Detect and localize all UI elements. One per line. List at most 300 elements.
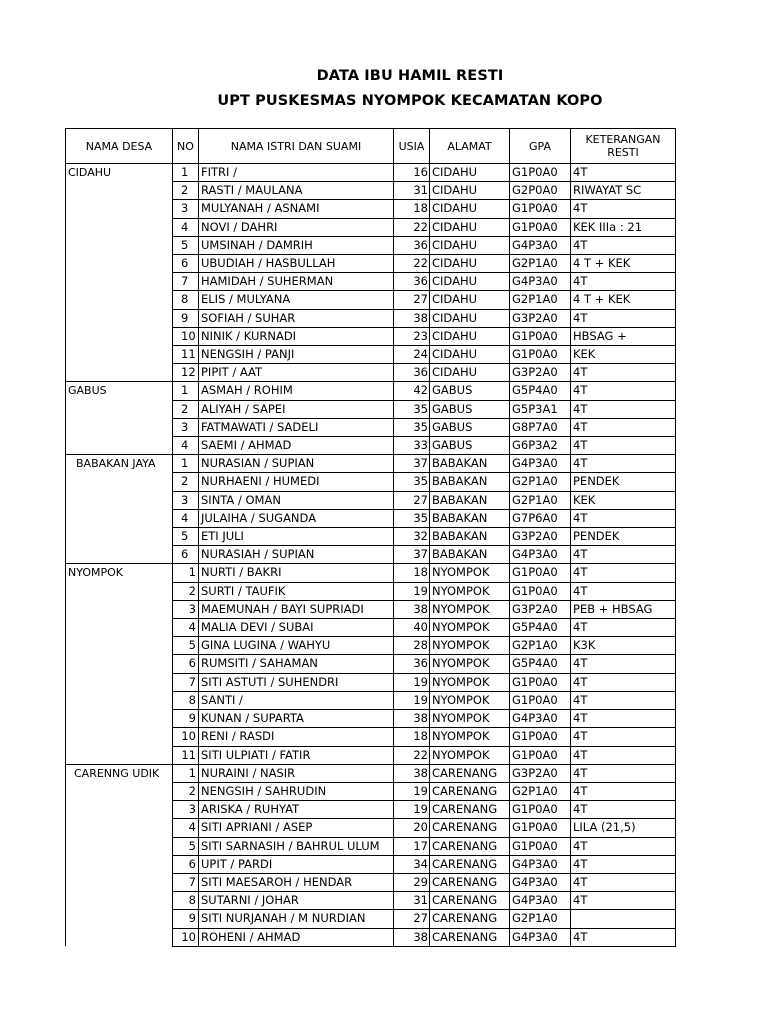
row-gpa-cell: G5P3A1	[510, 400, 571, 418]
row-gpa-cell: G4P3A0	[510, 892, 571, 910]
table-row	[66, 382, 676, 400]
table-row	[66, 600, 676, 618]
row-usia-cell: 18	[394, 564, 430, 582]
row-alamat-cell: GABUS	[430, 437, 510, 455]
row-no-cell: 10	[173, 728, 199, 746]
row-name-cell: NURTI / BAKRI	[199, 564, 394, 582]
row-alamat-cell: CARENANG	[430, 782, 510, 800]
row-name-cell: RUMSITI / SAHAMAN	[199, 655, 394, 673]
row-keterangan-cell: 4T	[571, 928, 676, 946]
row-keterangan-cell	[571, 910, 676, 928]
row-no-cell: 4	[173, 218, 199, 236]
table-row	[66, 928, 676, 946]
table-row	[66, 291, 676, 309]
row-no-cell: 5	[173, 637, 199, 655]
row-no-cell: 8	[173, 291, 199, 309]
row-name-cell: ROHENI / AHMAD	[199, 928, 394, 946]
desa-empty-cell	[66, 491, 173, 509]
row-gpa-cell: G1P0A0	[510, 164, 571, 182]
desa-empty-cell	[66, 309, 173, 327]
row-usia-cell: 38	[394, 928, 430, 946]
row-alamat-cell: CIDAHU	[430, 236, 510, 254]
header-nama-desa: NAMA DESA	[66, 129, 173, 164]
row-name-cell: RENI / RASDI	[199, 728, 394, 746]
row-alamat-cell: GABUS	[430, 418, 510, 436]
row-usia-cell: 19	[394, 801, 430, 819]
row-alamat-cell: CARENANG	[430, 819, 510, 837]
row-gpa-cell: G5P4A0	[510, 655, 571, 673]
row-keterangan-cell: 4T	[571, 364, 676, 382]
table-row	[66, 855, 676, 873]
row-gpa-cell: G5P4A0	[510, 382, 571, 400]
header-keterangan: KETERANGAN RESTI	[571, 129, 676, 164]
row-alamat-cell: CIDAHU	[430, 327, 510, 345]
row-gpa-cell: G1P0A0	[510, 728, 571, 746]
table-row	[66, 728, 676, 746]
row-alamat-cell: CARENANG	[430, 801, 510, 819]
table-row	[66, 528, 676, 546]
row-no-cell: 3	[173, 491, 199, 509]
desa-empty-cell	[66, 255, 173, 273]
row-no-cell: 1	[173, 764, 199, 782]
row-name-cell: SITI APRIANI / ASEP	[199, 819, 394, 837]
row-no-cell: 9	[173, 910, 199, 928]
table-row	[66, 255, 676, 273]
row-gpa-cell: G4P3A0	[510, 236, 571, 254]
row-keterangan-cell: 4T	[571, 746, 676, 764]
table-row	[66, 418, 676, 436]
desa-empty-cell	[66, 619, 173, 637]
row-no-cell: 6	[173, 655, 199, 673]
document-subtitle: UPT PUSKESMAS NYOMPOK KECAMATAN KOPO	[217, 93, 603, 109]
row-keterangan-cell: PENDEK	[571, 473, 676, 491]
table-row	[66, 746, 676, 764]
desa-empty-cell	[66, 327, 173, 345]
row-gpa-cell: G4P3A0	[510, 710, 571, 728]
row-alamat-cell: NYOMPOK	[430, 637, 510, 655]
row-no-cell: 12	[173, 364, 199, 382]
row-usia-cell: 22	[394, 746, 430, 764]
row-name-cell: NENGSIH / PANJI	[199, 346, 394, 364]
row-no-cell: 4	[173, 509, 199, 527]
row-alamat-cell: CARENANG	[430, 837, 510, 855]
row-alamat-cell: CARENANG	[430, 892, 510, 910]
row-usia-cell: 42	[394, 382, 430, 400]
table-row	[66, 837, 676, 855]
row-keterangan-cell: 4T	[571, 892, 676, 910]
row-no-cell: 2	[173, 473, 199, 491]
row-usia-cell: 27	[394, 291, 430, 309]
row-name-cell: SOFIAH / SUHAR	[199, 309, 394, 327]
row-no-cell: 11	[173, 346, 199, 364]
row-usia-cell: 35	[394, 509, 430, 527]
table-row	[66, 164, 676, 182]
row-keterangan-cell: PEB + HBSAG	[571, 600, 676, 618]
row-usia-cell: 35	[394, 473, 430, 491]
row-alamat-cell: GABUS	[430, 400, 510, 418]
table-row	[66, 273, 676, 291]
row-keterangan-cell: KEK	[571, 491, 676, 509]
row-alamat-cell: CIDAHU	[430, 182, 510, 200]
row-keterangan-cell: 4T	[571, 673, 676, 691]
row-keterangan-cell: 4T	[571, 546, 676, 564]
desa-empty-cell	[66, 509, 173, 527]
table-row	[66, 582, 676, 600]
row-name-cell: KUNAN / SUPARTA	[199, 710, 394, 728]
row-no-cell: 6	[173, 546, 199, 564]
row-alamat-cell: NYOMPOK	[430, 673, 510, 691]
row-usia-cell: 28	[394, 637, 430, 655]
row-usia-cell: 22	[394, 218, 430, 236]
row-gpa-cell: G4P3A0	[510, 855, 571, 873]
row-no-cell: 2	[173, 400, 199, 418]
table-row	[66, 764, 676, 782]
row-gpa-cell: G3P2A0	[510, 364, 571, 382]
row-alamat-cell: NYOMPOK	[430, 728, 510, 746]
table-row	[66, 364, 676, 382]
table-row	[66, 619, 676, 637]
row-keterangan-cell: 4T	[571, 710, 676, 728]
row-name-cell: ARISKA / RUHYAT	[199, 801, 394, 819]
row-no-cell: 1	[173, 564, 199, 582]
row-gpa-cell: G4P3A0	[510, 928, 571, 946]
row-usia-cell: 29	[394, 873, 430, 891]
row-gpa-cell: G2P1A0	[510, 637, 571, 655]
table-row	[66, 182, 676, 200]
row-gpa-cell: G2P1A0	[510, 782, 571, 800]
row-keterangan-cell: 4T	[571, 200, 676, 218]
row-usia-cell: 16	[394, 164, 430, 182]
row-gpa-cell: G4P3A0	[510, 546, 571, 564]
row-usia-cell: 17	[394, 837, 430, 855]
row-usia-cell: 18	[394, 728, 430, 746]
row-name-cell: SITI SARNASIH / BAHRUL ULUM	[199, 837, 394, 855]
desa-empty-cell	[66, 691, 173, 709]
row-name-cell: UBUDIAH / HASBULLAH	[199, 255, 394, 273]
row-alamat-cell: CIDAHU	[430, 200, 510, 218]
table-row	[66, 673, 676, 691]
row-no-cell: 2	[173, 182, 199, 200]
row-usia-cell: 19	[394, 673, 430, 691]
row-keterangan-cell: 4T	[571, 236, 676, 254]
row-usia-cell: 40	[394, 619, 430, 637]
row-alamat-cell: CIDAHU	[430, 291, 510, 309]
table-row	[66, 637, 676, 655]
row-gpa-cell: G2P1A0	[510, 291, 571, 309]
row-usia-cell: 35	[394, 400, 430, 418]
header-nama-istri-suami: NAMA ISTRI DAN SUAMI	[199, 129, 394, 164]
row-keterangan-cell: 4T	[571, 382, 676, 400]
desa-name-cell: CARENNG UDIK	[66, 764, 173, 782]
table-row	[66, 473, 676, 491]
row-name-cell: SANTI /	[199, 691, 394, 709]
row-no-cell: 2	[173, 782, 199, 800]
row-gpa-cell: G1P0A0	[510, 819, 571, 837]
row-name-cell: NINIK / KURNADI	[199, 327, 394, 345]
row-no-cell: 5	[173, 236, 199, 254]
row-usia-cell: 35	[394, 418, 430, 436]
row-alamat-cell: CIDAHU	[430, 364, 510, 382]
row-keterangan-cell: 4T	[571, 764, 676, 782]
row-keterangan-cell: 4T	[571, 782, 676, 800]
row-usia-cell: 31	[394, 182, 430, 200]
row-alamat-cell: NYOMPOK	[430, 746, 510, 764]
desa-empty-cell	[66, 801, 173, 819]
row-no-cell: 4	[173, 819, 199, 837]
row-no-cell: 2	[173, 582, 199, 600]
row-usia-cell: 23	[394, 327, 430, 345]
row-keterangan-cell: KEK	[571, 346, 676, 364]
table-row	[66, 910, 676, 928]
desa-empty-cell	[66, 873, 173, 891]
header-alamat: ALAMAT	[430, 129, 510, 164]
row-alamat-cell: BABAKAN	[430, 491, 510, 509]
table-row	[66, 564, 676, 582]
row-name-cell: HAMIDAH / SUHERMAN	[199, 273, 394, 291]
row-no-cell: 3	[173, 600, 199, 618]
desa-empty-cell	[66, 655, 173, 673]
row-no-cell: 11	[173, 746, 199, 764]
header-no: NO	[173, 129, 199, 164]
row-keterangan-cell: 4T	[571, 164, 676, 182]
desa-empty-cell	[66, 819, 173, 837]
row-usia-cell: 38	[394, 710, 430, 728]
row-name-cell: NOVI / DAHRI	[199, 218, 394, 236]
row-usia-cell: 36	[394, 364, 430, 382]
row-name-cell: FITRI /	[199, 164, 394, 182]
row-alamat-cell: CARENANG	[430, 764, 510, 782]
row-keterangan-cell: 4 T + KEK	[571, 255, 676, 273]
row-name-cell: NURAINI / NASIR	[199, 764, 394, 782]
table-row	[66, 801, 676, 819]
row-alamat-cell: CARENANG	[430, 928, 510, 946]
desa-empty-cell	[66, 437, 173, 455]
row-name-cell: MULYANAH / ASNAMI	[199, 200, 394, 218]
table-row	[66, 491, 676, 509]
row-keterangan-cell: 4T	[571, 582, 676, 600]
row-alamat-cell: CIDAHU	[430, 164, 510, 182]
row-gpa-cell: G8P7A0	[510, 418, 571, 436]
row-no-cell: 4	[173, 619, 199, 637]
row-gpa-cell: G5P4A0	[510, 619, 571, 637]
row-keterangan-cell: K3K	[571, 637, 676, 655]
table-row	[66, 873, 676, 891]
row-usia-cell: 36	[394, 273, 430, 291]
resti-table	[65, 128, 676, 947]
row-no-cell: 5	[173, 837, 199, 855]
desa-empty-cell	[66, 782, 173, 800]
row-gpa-cell: G2P1A0	[510, 491, 571, 509]
row-gpa-cell: G2P1A0	[510, 473, 571, 491]
row-no-cell: 9	[173, 710, 199, 728]
row-no-cell: 9	[173, 309, 199, 327]
row-alamat-cell: NYOMPOK	[430, 655, 510, 673]
row-keterangan-cell: 4T	[571, 437, 676, 455]
row-name-cell: ETI JULI	[199, 528, 394, 546]
row-usia-cell: 37	[394, 546, 430, 564]
row-keterangan-cell: 4T	[571, 455, 676, 473]
desa-empty-cell	[66, 418, 173, 436]
row-gpa-cell: G3P2A0	[510, 528, 571, 546]
row-name-cell: UMSINAH / DAMRIH	[199, 236, 394, 254]
row-name-cell: GINA LUGINA / WAHYU	[199, 637, 394, 655]
row-alamat-cell: GABUS	[430, 382, 510, 400]
row-usia-cell: 18	[394, 200, 430, 218]
row-usia-cell: 32	[394, 528, 430, 546]
row-name-cell: ALIYAH / SAPEI	[199, 400, 394, 418]
row-no-cell: 6	[173, 255, 199, 273]
table-row	[66, 437, 676, 455]
row-gpa-cell: G1P0A0	[510, 801, 571, 819]
table-row	[66, 691, 676, 709]
desa-name-cell: NYOMPOK	[66, 564, 173, 582]
table-row	[66, 710, 676, 728]
row-keterangan-cell: 4T	[571, 873, 676, 891]
row-usia-cell: 19	[394, 582, 430, 600]
row-keterangan-cell: 4T	[571, 728, 676, 746]
row-alamat-cell: BABAKAN	[430, 455, 510, 473]
row-no-cell: 6	[173, 855, 199, 873]
row-keterangan-cell: LILA (21,5)	[571, 819, 676, 837]
row-keterangan-cell: 4T	[571, 837, 676, 855]
desa-empty-cell	[66, 673, 173, 691]
table-row	[66, 892, 676, 910]
row-usia-cell: 19	[394, 782, 430, 800]
row-no-cell: 7	[173, 673, 199, 691]
row-name-cell: MALIA DEVI / SUBAI	[199, 619, 394, 637]
row-keterangan-cell: 4T	[571, 509, 676, 527]
row-gpa-cell: G1P0A0	[510, 582, 571, 600]
row-name-cell: NURASIAN / SUPIAN	[199, 455, 394, 473]
desa-name-cell: BABAKAN JAYA	[66, 455, 173, 473]
row-alamat-cell: NYOMPOK	[430, 564, 510, 582]
row-usia-cell: 38	[394, 764, 430, 782]
table-row	[66, 455, 676, 473]
row-name-cell: FATMAWATI / SADELI	[199, 418, 394, 436]
row-keterangan-cell: RIWAYAT SC	[571, 182, 676, 200]
row-no-cell: 8	[173, 892, 199, 910]
desa-empty-cell	[66, 473, 173, 491]
row-no-cell: 3	[173, 801, 199, 819]
row-usia-cell: 27	[394, 491, 430, 509]
desa-empty-cell	[66, 837, 173, 855]
row-no-cell: 3	[173, 200, 199, 218]
row-gpa-cell: G1P0A0	[510, 691, 571, 709]
desa-empty-cell	[66, 528, 173, 546]
row-keterangan-cell: PENDEK	[571, 528, 676, 546]
row-name-cell: UPIT / PARDI	[199, 855, 394, 873]
row-keterangan-cell: 4T	[571, 564, 676, 582]
table-row	[66, 400, 676, 418]
row-no-cell: 10	[173, 928, 199, 946]
row-name-cell: NENGSIH / SAHRUDIN	[199, 782, 394, 800]
desa-empty-cell	[66, 546, 173, 564]
row-alamat-cell: CIDAHU	[430, 255, 510, 273]
row-no-cell: 1	[173, 164, 199, 182]
row-alamat-cell: NYOMPOK	[430, 600, 510, 618]
row-alamat-cell: CIDAHU	[430, 309, 510, 327]
desa-empty-cell	[66, 855, 173, 873]
row-alamat-cell: BABAKAN	[430, 473, 510, 491]
row-alamat-cell: CARENANG	[430, 910, 510, 928]
table-row	[66, 655, 676, 673]
row-gpa-cell: G1P0A0	[510, 200, 571, 218]
row-usia-cell: 20	[394, 819, 430, 837]
row-alamat-cell: CARENANG	[430, 873, 510, 891]
table-row	[66, 309, 676, 327]
row-no-cell: 8	[173, 691, 199, 709]
row-alamat-cell: BABAKAN	[430, 546, 510, 564]
desa-empty-cell	[66, 236, 173, 254]
header-gpa: GPA	[510, 129, 571, 164]
row-name-cell: SITI NURJANAH / M NURDIAN	[199, 910, 394, 928]
row-alamat-cell: NYOMPOK	[430, 710, 510, 728]
row-name-cell: ELIS / MULYANA	[199, 291, 394, 309]
row-gpa-cell: G1P0A0	[510, 673, 571, 691]
desa-empty-cell	[66, 582, 173, 600]
row-keterangan-cell: 4T	[571, 400, 676, 418]
desa-empty-cell	[66, 364, 173, 382]
table-row	[66, 218, 676, 236]
table-row	[66, 782, 676, 800]
row-alamat-cell: CIDAHU	[430, 273, 510, 291]
row-usia-cell: 24	[394, 346, 430, 364]
row-name-cell: SUTARNI / JOHAR	[199, 892, 394, 910]
row-gpa-cell: G1P0A0	[510, 327, 571, 345]
row-keterangan-cell: 4 T + KEK	[571, 291, 676, 309]
row-gpa-cell: G3P2A0	[510, 309, 571, 327]
row-usia-cell: 36	[394, 655, 430, 673]
row-keterangan-cell: 4T	[571, 273, 676, 291]
desa-empty-cell	[66, 600, 173, 618]
table-row	[66, 236, 676, 254]
row-keterangan-cell: KEK IIIa : 21	[571, 218, 676, 236]
row-name-cell: SITI ASTUTI / SUHENDRI	[199, 673, 394, 691]
desa-empty-cell	[66, 200, 173, 218]
row-gpa-cell: G2P1A0	[510, 255, 571, 273]
row-gpa-cell: G2P1A0	[510, 910, 571, 928]
row-alamat-cell: NYOMPOK	[430, 619, 510, 637]
row-no-cell: 1	[173, 382, 199, 400]
row-usia-cell: 33	[394, 437, 430, 455]
row-alamat-cell: CIDAHU	[430, 218, 510, 236]
table-row	[66, 819, 676, 837]
document-title: DATA IBU HAMIL RESTI	[316, 68, 504, 84]
row-keterangan-cell: 4T	[571, 309, 676, 327]
row-usia-cell: 38	[394, 600, 430, 618]
row-keterangan-cell: HBSAG +	[571, 327, 676, 345]
desa-empty-cell	[66, 637, 173, 655]
row-usia-cell: 31	[394, 892, 430, 910]
row-keterangan-cell: 4T	[571, 801, 676, 819]
row-gpa-cell: G3P2A0	[510, 764, 571, 782]
row-alamat-cell: CARENANG	[430, 855, 510, 873]
row-usia-cell: 37	[394, 455, 430, 473]
table-row	[66, 346, 676, 364]
row-name-cell: NURASIAH / SUPIAN	[199, 546, 394, 564]
row-gpa-cell: G6P3A2	[510, 437, 571, 455]
row-keterangan-cell: 4T	[571, 855, 676, 873]
desa-empty-cell	[66, 910, 173, 928]
row-gpa-cell: G4P3A0	[510, 273, 571, 291]
row-name-cell: JULAIHA / SUGANDA	[199, 509, 394, 527]
row-name-cell: SURTI / TAUFIK	[199, 582, 394, 600]
row-keterangan-cell: 4T	[571, 691, 676, 709]
desa-empty-cell	[66, 273, 173, 291]
row-no-cell: 4	[173, 437, 199, 455]
row-gpa-cell: G2P0A0	[510, 182, 571, 200]
row-gpa-cell: G7P6A0	[510, 509, 571, 527]
